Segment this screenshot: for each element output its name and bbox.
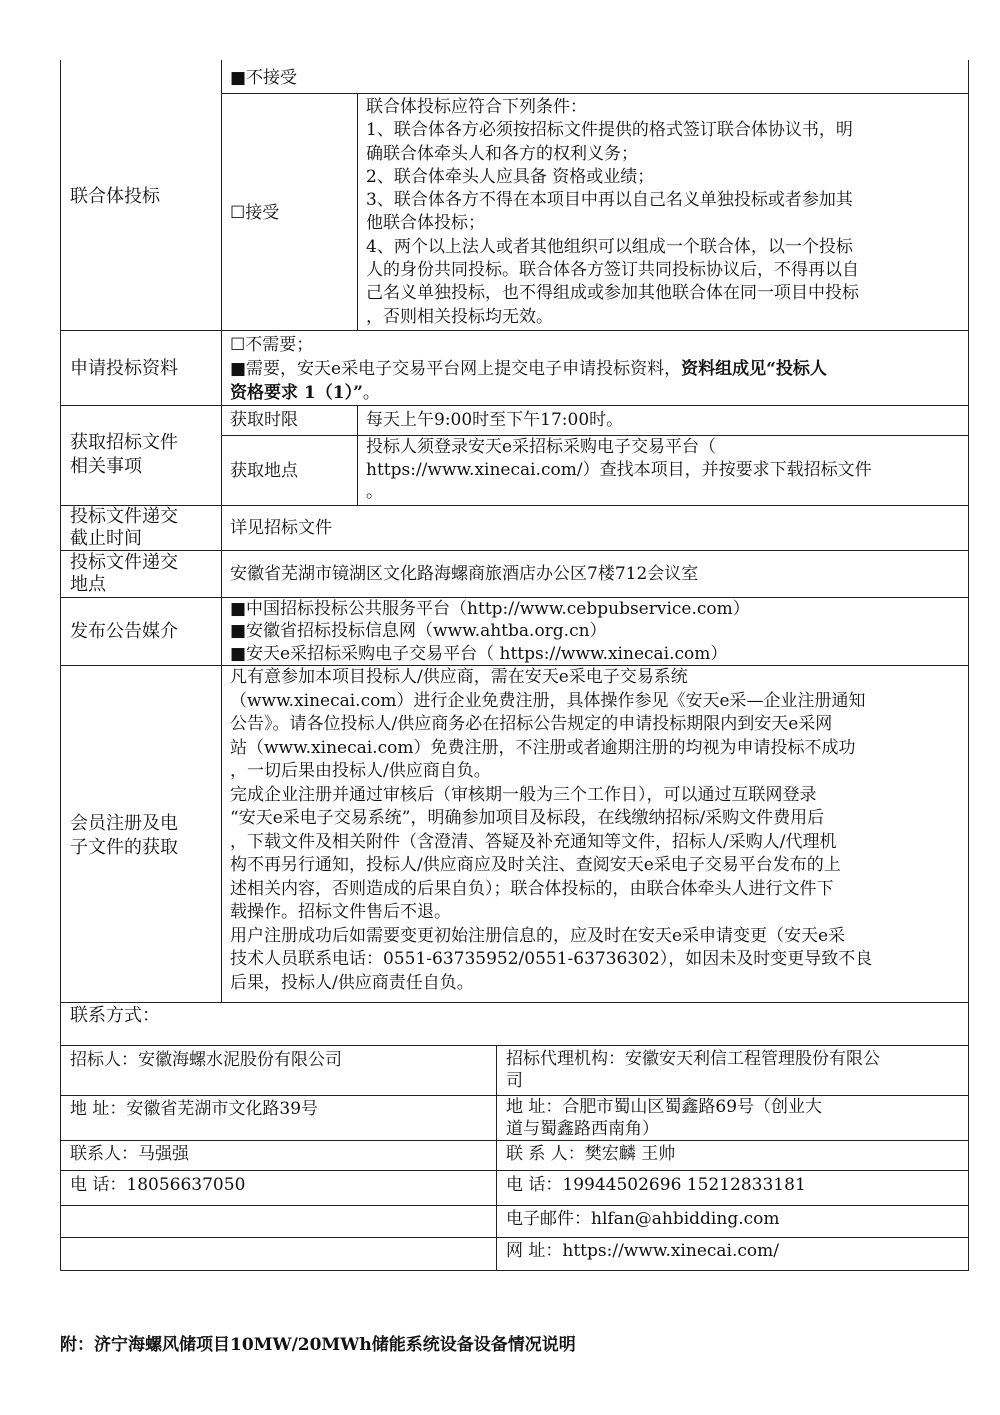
media-item: ■安天e采招标采购电子交易平台（ https://www.xinecai.com） (230, 643, 728, 664)
registration-line: 载操作。招标文件售后不退。 (230, 902, 451, 922)
location-value: 安徽省芜湖市镜湖区文化路海螺商旅酒店办公区7楼712会议室 (230, 564, 699, 584)
obtain-inner-divider (357, 405, 358, 505)
registration-line: 用户注册成功后如需要变更初始注册信息的，应及时在安天e采申请变更（安天e采 (230, 925, 846, 946)
media-item: ■中国招标投标公共服务平台（http://www.cebpubservice.com） (230, 599, 750, 619)
obtain-time-value: 每天上午9:00时至下午17:00时。 (366, 410, 624, 430)
condition-line: 他联合体投标； (366, 213, 485, 234)
registration-line: 公告》。请各位投标人/供应商务必在招标公告规定的申请投标期限内到安天e采网 (230, 714, 833, 734)
hline (60, 1170, 969, 1171)
media-list (230, 598, 750, 665)
hline (221, 93, 969, 94)
condition-line: 联合体投标应符合下列条件： (366, 97, 587, 117)
apply-docs-yes-bold-2: 资格要求 1（1）” (230, 383, 363, 403)
hline (60, 1140, 969, 1141)
location-label-line2: 地点 (70, 574, 106, 595)
contact-agency-website: 网 址：https://www.xinecai.com/ (506, 1241, 779, 1261)
deadline-value: 详见招标文件 (230, 518, 332, 538)
apply-docs-yes-prefix: ■需要，安天e采电子交易平台网上提交电子申请投标资料， (230, 359, 682, 379)
consortium-conditions (366, 96, 859, 329)
registration-text (230, 666, 872, 995)
contact-tenderer-address: 地 址：安徽省芜湖市文化路39号 (70, 1099, 319, 1119)
hline (60, 405, 969, 406)
obtain-label-line2: 相关事项 (70, 456, 142, 477)
table-bottom-border (60, 1270, 969, 1271)
contact-tenderer-phone: 电 话：18056637050 (70, 1175, 246, 1195)
media-item: ■安徽省招标投标信息网（www.ahtba.org.cn） (230, 621, 607, 642)
registration-line: （www.xinecai.com）进行企业免费注册，具体操作参见《安天e采—企业注册通知 (230, 690, 866, 711)
registration-label-line1: 会员注册及电 (70, 813, 178, 834)
contact-agency-email: 电子邮件：hlfan@ahbidding.com (506, 1209, 780, 1229)
place-line: 投标人须登录安天e采招标采购电子交易平台（ (366, 437, 717, 457)
registration-line: “安天e采电子交易系统”，明确参加项目及标段，在线缴纳招标/采购文件费用后 (230, 808, 825, 828)
contact-agency-address-line2: 道与蜀鑫路西南角） (506, 1119, 659, 1139)
apply-docs-option-yes-cont (230, 381, 380, 405)
registration-label-line2: 子文件的获取 (70, 837, 178, 858)
deadline-label-line1: 投标文件递交 (70, 506, 178, 527)
hline (60, 1205, 969, 1206)
apply-docs-option-no: ☐不需要； (230, 335, 314, 355)
place-line: https://www.xinecai.com/）查找本项目，并按要求下载招标文件 (366, 459, 872, 480)
condition-line: 人的身份共同投标。联合体各方签订共同投标协议后，不得再以自 (366, 260, 859, 281)
contact-agency-phone: 电 话：19944502696 15212833181 (506, 1175, 806, 1195)
contact-title: 联系方式： (70, 1005, 160, 1026)
contact-agency-address-line1: 地 址：合肥市蜀山区蜀鑫路69号（创业大 (506, 1097, 823, 1117)
deadline-label-line2: 截止时间 (70, 528, 142, 549)
consortium-inner-divider (357, 93, 358, 330)
condition-line: 1、联合体各方必须按招标文件提供的格式签订联合体协议书，明 (366, 120, 853, 141)
hline (60, 550, 969, 551)
hline (60, 1237, 969, 1238)
apply-docs-yes-end: 。 (362, 383, 380, 403)
obtain-place-label: 获取地点 (230, 461, 298, 481)
condition-line: 3、联合体各方不得在本项目中再以自己名义单独投标或者参加其 (366, 190, 853, 211)
label-column-divider (221, 60, 222, 1002)
condition-line: 2、联合体牵头人应具备 资格或业绩； (366, 166, 655, 187)
consortium-accept: ☐接受 (230, 203, 280, 223)
consortium-label: 联合体投标 (70, 186, 160, 207)
registration-line: ，下载文件及相关附件（含澄清、答疑及补充通知等文件，招标人/采购人/代理机 (230, 831, 837, 852)
condition-line: 确联合体牵头人和各方的权利义务； (366, 143, 638, 164)
condition-line: 己名义单独投标，也不得组成或参加其他联合体在同一项目中投标 (366, 283, 859, 304)
contact-agency-person: 联 系 人：樊宏麟 王帅 (506, 1144, 676, 1164)
registration-line: 后果，投标人/供应商责任自负。 (230, 972, 474, 993)
obtain-time-label: 获取时限 (230, 410, 298, 430)
apply-docs-label: 申请投标资料 (70, 358, 178, 379)
apply-docs-option-yes (230, 357, 827, 381)
contact-agency-line1: 招标代理机构：安徽安天利信工程管理股份有限公 (506, 1049, 880, 1069)
contact-tenderer: 招标人：安徽海螺水泥股份有限公司 (70, 1050, 342, 1070)
registration-line: 述相关内容，否则造成的后果自负）；联合体投标的，由联合体牵头人进行文件下 (230, 878, 834, 899)
consortium-not-accept: ■不接受 (230, 68, 298, 88)
registration-line: 站（www.xinecai.com）免费注册，不注册或者逾期注册的均视为申请投标不成功 (230, 737, 856, 758)
obtain-place-value (366, 436, 872, 504)
registration-line: 完成企业注册并通过审核后（审核期一般为三个工作日），可以通过互联网登录 (230, 784, 817, 805)
hline (60, 1002, 969, 1003)
registration-line: 技术人员联系电话：0551-63735952/0551-63736302），如因未及时变更导致不良 (230, 949, 873, 969)
obtain-label-line1: 获取招标文件 (70, 432, 178, 453)
registration-line: ，一切后果由投标人/供应商自负。 (230, 761, 491, 781)
condition-line: ，否则相关投标均无效。 (366, 306, 553, 327)
hline (60, 1045, 969, 1046)
place-line: 。 (366, 482, 383, 502)
apply-docs-yes-bold: 资料组成见“投标人 (681, 359, 827, 379)
location-label-line1: 投标文件递交 (70, 552, 178, 573)
media-label: 发布公告媒介 (70, 621, 178, 642)
condition-line: 4、两个以上法人或者其他组织可以组成一个联合体，以一个投标 (366, 236, 853, 257)
hline (60, 505, 969, 506)
registration-line: 构不再另行通知，投标人/供应商应及时关注、查阅安天e采电子交易平台发布的上 (230, 855, 841, 875)
appendix-title: 附：济宁海螺风储项目10MW/20MWh储能系统设备设备情况说明 (60, 1335, 576, 1355)
contact-agency-line2: 司 (506, 1071, 523, 1091)
hline (60, 330, 969, 331)
registration-line: 凡有意参加本项目投标人/供应商，需在安天e采电子交易系统 (230, 667, 688, 687)
contact-tenderer-person: 联系人：马强强 (70, 1144, 189, 1164)
